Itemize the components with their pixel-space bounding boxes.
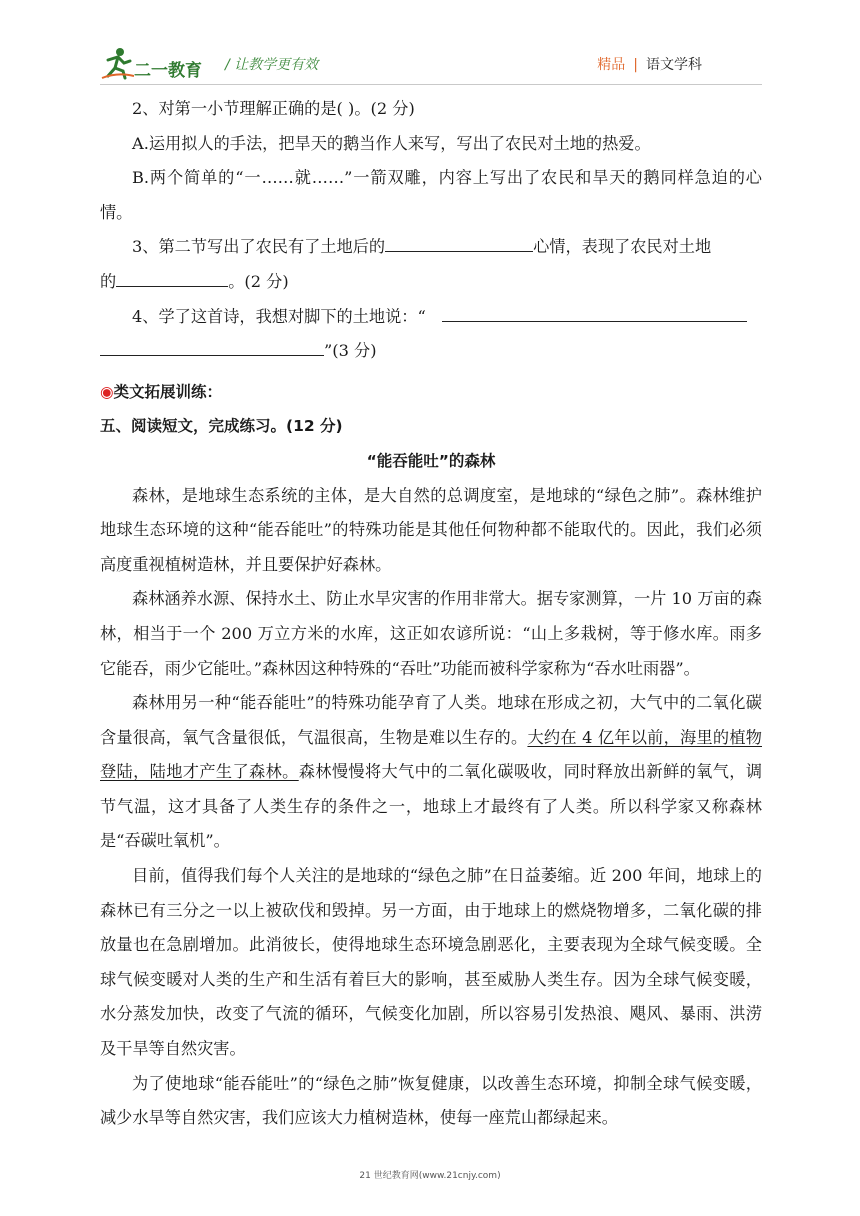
answer-blank[interactable] <box>442 303 747 322</box>
page-footer: 21 世纪教育网(www.21cnjy.com) <box>359 1171 501 1181</box>
paragraph: 森林涵养水源、保持水土、防止水旱灾害的作用非常大。据专家测算，一片 10 万亩的森林，相当于一个 200 万立方米的水库，这正如农谚所说：“山上多栽树，等于修水库。雨多它能吞，雨少它能吐。”森林因这种特殊的“吞吐”功能而被科学家称为“吞水吐雨器”。 <box>100 589 762 678</box>
document-body <box>100 92 762 1136</box>
article-title: “能吞能吐”的森林 <box>366 451 496 470</box>
quality-tag: 精品 <box>597 57 626 73</box>
header-divider <box>100 84 762 85</box>
question-2-option-b: B.两个简单的“一……就……”一箭双雕，内容上写出了农民和旱天的鹅同样急迫的心情。 <box>100 168 762 222</box>
page-header <box>100 38 760 86</box>
paragraph: 为了使地球“能吞能吐”的“绿色之肺”恢复健康，以改善生态环境，抑制全球气候变暖，减少水旱等自然灾害，我们应该大力植树造林，使每一座荒山都绿起来。 <box>100 1073 762 1128</box>
paragraph: 目前，值得我们每个人关注的是地球的“绿色之肺”在日益萎缩。近 200 年间，地球上的森林已有三分之一以上被砍伐和毁掉。另一方面，由于地球上的燃烧物增多，二氧化碳的排放量也在急剧增加。此消彼长，使得地球生态环境急剧恶化，主要表现为全球气候变暖。全球气候变暖对人类的生产和生活有着巨大的影响，甚至威胁人类生存。因为全球气候变暖，水分蒸发加快，改变了气流的循环，气候变化加剧，所以容易引发热浪、飓风、暴雨、洪涝及干旱等自然灾害。 <box>100 866 762 1059</box>
subject-label: 语文学科 <box>646 57 702 73</box>
question-4-cont: ”(3 分) <box>100 334 762 369</box>
runner-logo-icon <box>100 46 134 80</box>
question-2: 2、对第一小节理解正确的是( )。(2 分) <box>132 99 415 118</box>
slogan: / 让教学更有效 <box>225 57 319 73</box>
target-icon: ◉ <box>100 382 114 401</box>
underlined-sentence: 大约在 4 亿年以前，海里的植物登陆，陆地才产生了森林。 <box>100 727 762 782</box>
answer-blank[interactable] <box>385 233 533 252</box>
question-2-option-a: A.运用拟人的手法，把旱天的鹅当作人来写，写出了农民对土地的热爱。 <box>132 133 651 153</box>
paragraph: 森林用另一种“能吞能吐”的特殊功能孕育了人类。地球在形成之初，大气中的二氧化碳含量很高，氧气含量很低，气温很高，生物是难以生存的。大约在 4 亿年以前，海里的植物登陆，陆地才产生了森林。森林慢慢将大气中的二氧化碳吸收，同时释放出新鲜的氧气，调节气温，这才具备了人类生存的条件之一，地球上才最终有了人类。所以科学家又称森林是“吞碳吐氧机”。 <box>100 693 763 851</box>
subject-tag: 精品 | 语文学科 <box>597 57 702 73</box>
answer-blank[interactable] <box>100 337 324 356</box>
part-5-heading: 五、阅读短文，完成练习。(12 分) <box>100 417 343 436</box>
question-4: 4、学了这首诗，我想对脚下的土地说：“ <box>100 300 762 335</box>
logo <box>100 46 220 80</box>
answer-blank[interactable] <box>116 268 228 287</box>
question-3-cont: 的 。(2 分) <box>100 265 762 300</box>
logo-text: 二一教育 <box>134 61 202 81</box>
paragraph: 森林，是地球生态系统的主体，是大自然的总调度室，是地球的“绿色之肺”。森林维护地球生态环境的这种“能吞能吐”的特殊功能是其他任何物种都不能取代的。因此，我们必须高度重视植树造林，并且要保护好森林。 <box>100 485 762 574</box>
question-3: 3、第二节写出了农民有了土地后的 心情，表现了农民对土地 <box>100 230 762 265</box>
section-heading: ◉类文拓展训练： <box>100 382 223 401</box>
